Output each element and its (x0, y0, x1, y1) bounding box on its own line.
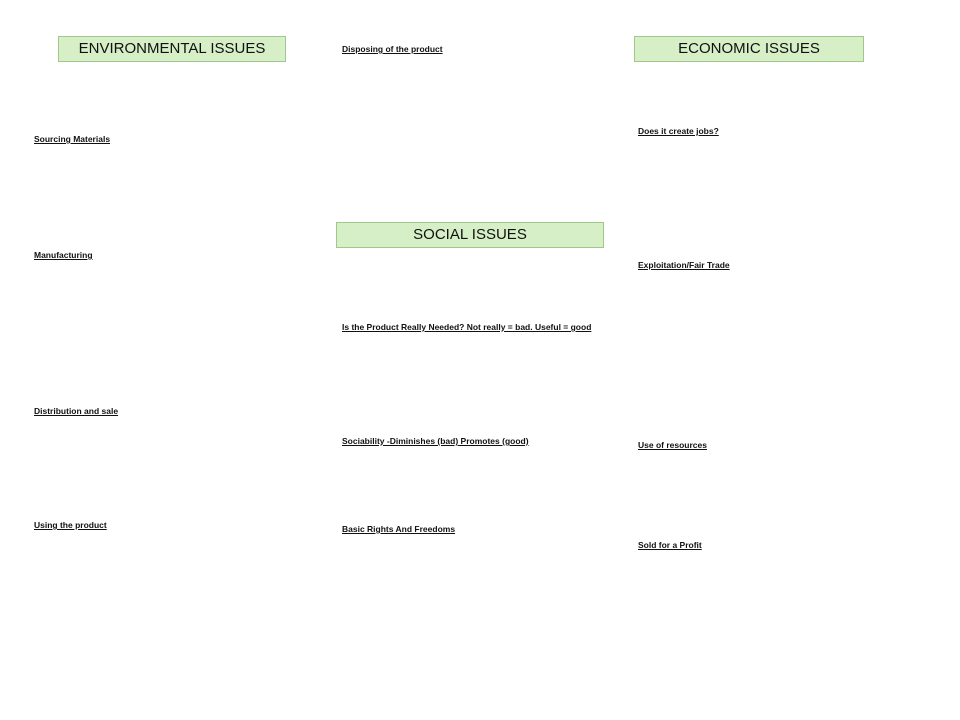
distribution-heading: Distribution and sale (34, 406, 119, 416)
profit-heading: Sold for a Profit (638, 540, 702, 550)
product-needed-heading: Is the Product Really Needed? Not really = bad. Useful = good (342, 322, 592, 332)
disposing-heading: Disposing of the product (342, 44, 443, 54)
economic-title: ECONOMIC ISSUES (634, 36, 864, 62)
jobs-heading: Does it create jobs? (638, 126, 719, 136)
sourcing-materials-heading: Sourcing Materials (34, 134, 111, 144)
social-title: SOCIAL ISSUES (336, 222, 604, 248)
environmental-title: ENVIRONMENTAL ISSUES (58, 36, 286, 62)
using-product-heading: Using the product (34, 520, 107, 530)
exploitation-heading: Exploitation/Fair Trade (638, 260, 730, 270)
basic-rights-heading: Basic Rights And Freedoms (342, 524, 456, 534)
resources-heading: Use of resources (638, 440, 707, 450)
manufacturing-heading: Manufacturing (34, 250, 93, 260)
sociability-heading: Sociability -Diminishes (bad) Promotes (good) (342, 436, 529, 446)
